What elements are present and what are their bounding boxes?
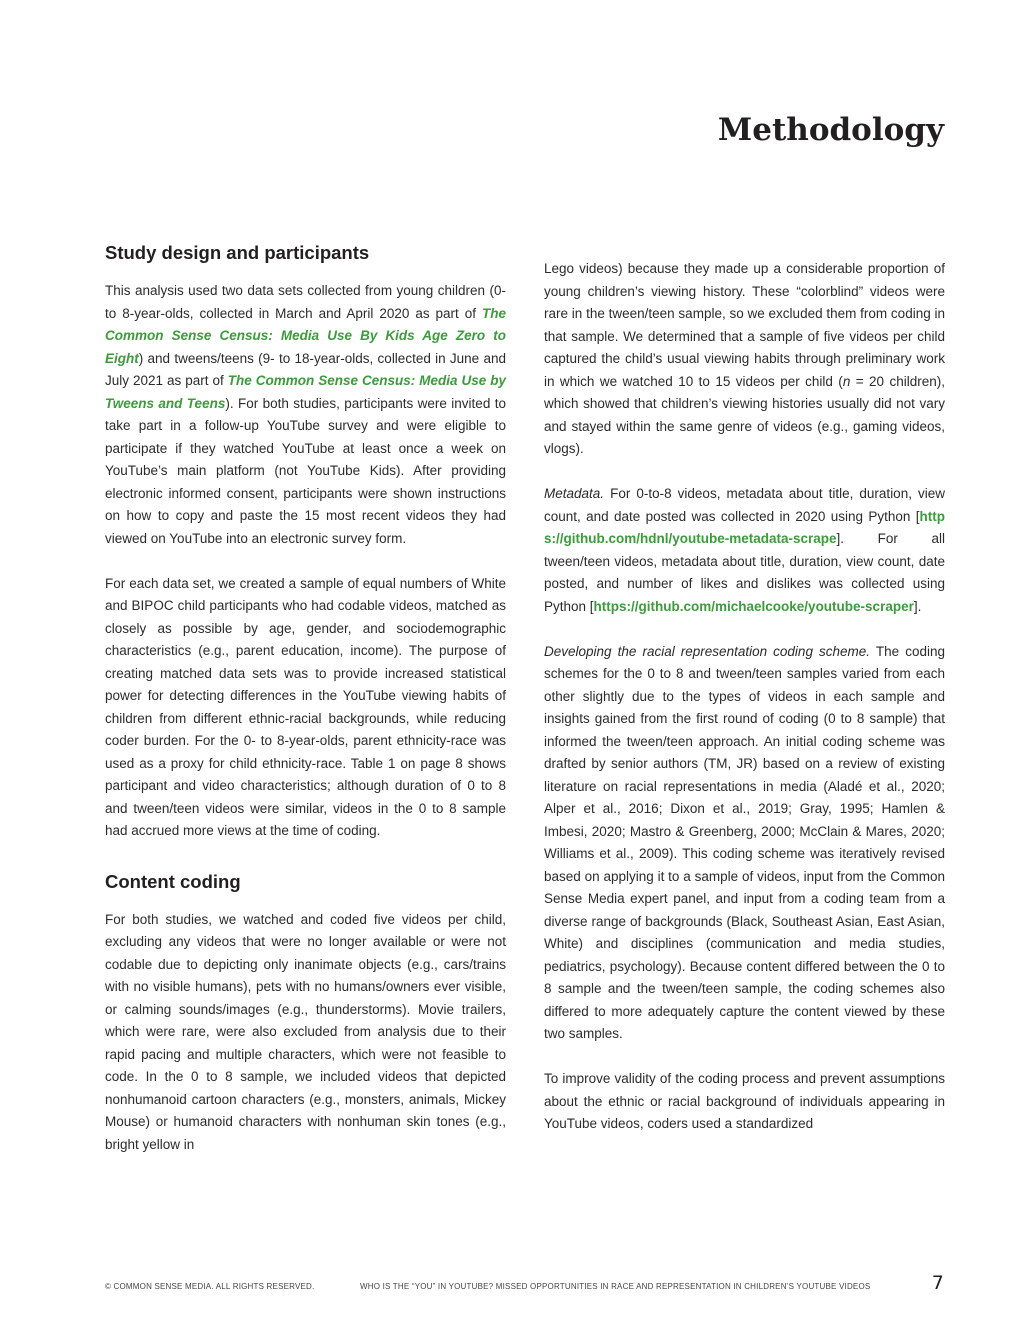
paragraph-text: ). For both studies, participants were invited to take part in a follow-up YouTube survey and were eligible to participate if they watched YouTube at least once a week on YouTube’s main platform (not YouTube Kids). After providing electronic informed consent, participants were shown instructions on how to copy and paste the 15 most recent videos they had viewed on YouTube into an electronic survey form. [105, 395, 506, 546]
paragraph-text: The coding schemes for the 0 to 8 and tween/teen samples varied from each other slightly due to the types of videos in each sample and insights gained from the first round of coding (0 to 8 sample) that informed the tween/teen approach. An initial coding scheme was drafted by senior authors (TM, JR) based on a review of existing literature on racial representations in media (Aladé et al., 2020; Alper et al., 2016; Dixon et al., 2019; Gray, 1995; Hamlen & Imbesi, 2020; Mastro & Greenberg, 2000; McClain & Mares, 2020; Williams et al., 2009). This coding scheme was iteratively revised based on applying it to a sample of videos, input from the Common Sense Media expert panel, and input from a coding team from a diverse range of backgrounds (Black, Southeast Asian, East Asian, White) and disciplines (communication and media studies, pediatrics, psychology). Because content differed between the 0 to 8 sample and the tween/teen sample, the coding schemes also differed to more adequately capture the content viewed by these two samples. [544, 643, 945, 1041]
left-column [105, 236, 506, 1156]
footer-copyright: © COMMON SENSE MEDIA. ALL RIGHTS RESERVED. [105, 1282, 315, 1291]
coding-scheme-label: Developing the racial representation coding scheme. [544, 643, 871, 659]
paragraph-text: This analysis used two data sets collected from young children (0- to 8-year-olds, collected in March and April 2020 as part of [105, 283, 506, 321]
page-footer [105, 1274, 944, 1296]
paragraph-text: ]. For all tween/teen videos, metadata about title, duration, view count, date posted, and number of likes and dislikes was collected using Python [ [544, 531, 945, 614]
paragraph-text: ) and tweens/teens (9- to 18-year-olds, collected in June and July 2021 as part of [105, 350, 506, 388]
paragraph-validity: To improve validity of the coding process and prevent assumptions about the ethnic or racial background of individuals appearing in YouTube videos, coders used a standardized [544, 1071, 945, 1131]
paragraph-text: ]. [913, 598, 922, 614]
paragraph-colorblind-videos [544, 258, 945, 461]
right-column [544, 258, 945, 1136]
section-heading-study-design: Study design and participants [105, 242, 370, 263]
paragraph-text: For 0-to-8 videos, metadata about title, duration, view count, and date posted was collected in 2020 using Python [ [544, 486, 945, 524]
section-heading-content-coding: Content coding [105, 870, 241, 892]
page-title: Methodology [717, 112, 944, 148]
paragraph-study-design [105, 280, 506, 550]
census-tweens-teens-link[interactable]: The Common Sense Census: Media Use by Tweens and Teens [105, 373, 506, 411]
footer-report-title: WHO IS THE “YOU” IN YOUTUBE? MISSED OPPORTUNITIES IN RACE AND REPRESENTATION IN CHILDREN’S YOUTUBE VIDEOS [360, 1282, 871, 1291]
paragraph-matched-samples: For each data set, we created a sample of equal numbers of White and BIPOC child participants who had codable videos, matched as closely as possible by age, gender, and sociodemographic characteristics (e.g., parent education, income). The purpose of creating matched data sets was to provide increased statistical power for detecting differences in the YouTube viewing habits of children from different ethnic-racial backgrounds, while reducing coder burden. For the 0- to 8-year-olds, parent ethnicity-race was used as a proxy for child ethnicity-race. Table 1 on page 8 shows participant and video characteristics; although duration of 0 to 8 and tween/teen videos were similar, videos in the 0 to 8 sample had accrued more views at the time of coding. [105, 575, 506, 838]
page-number: 7 [931, 1272, 944, 1294]
sample-size-n: n [842, 373, 851, 389]
paragraph-metadata [544, 483, 945, 618]
metadata-label: Metadata. [544, 486, 605, 501]
youtube-scraper-url-link[interactable]: https://github.com/michaelcooke/youtube-scraper [593, 598, 914, 614]
paragraph-content-coding: For both studies, we watched and coded five videos per child, excluding any videos that were no longer available or were not codable due to depicting only inanimate objects (e.g., cars/trains with no visible humans), pets with no humans/owners ever visible, or calming sounds/images (e.g., thunderstorms). Movie trailers, which were rare, were also excluded from analysis due to their rapid pacing and multiple characters, which were not feasible to code. In the 0 to 8 sample, we included videos that depicted nonhumanoid cartoon characters (e.g., monsters, animals, Mickey Mouse) or humanoid characters with nonhuman skin tones (e.g., bright yellow in [105, 911, 506, 1152]
paragraph-text: = 20 children), which showed that children’s viewing histories usually did not vary and stayed within the same genre of videos (e.g., gaming videos, vlogs). [544, 373, 945, 456]
metadata-scrape-url-link[interactable]: https://github.com/hdnl/youtube-metadata-scrape [544, 508, 945, 546]
census-zero-to-eight-link[interactable]: The Common Sense Census: Media Use By Kids Age Zero to Eight [105, 305, 506, 366]
paragraph-text: Lego videos) because they made up a considerable proportion of young children’s viewing history. These “colorblind” videos were rare in the tween/teen sample, so we excluded them from coding in that sample. We determined that a sample of five videos per child captured the child’s usual viewing habits through preliminary work in which we watched 10 to 15 videos per child ( [544, 261, 945, 389]
paragraph-coding-scheme [544, 641, 945, 1046]
